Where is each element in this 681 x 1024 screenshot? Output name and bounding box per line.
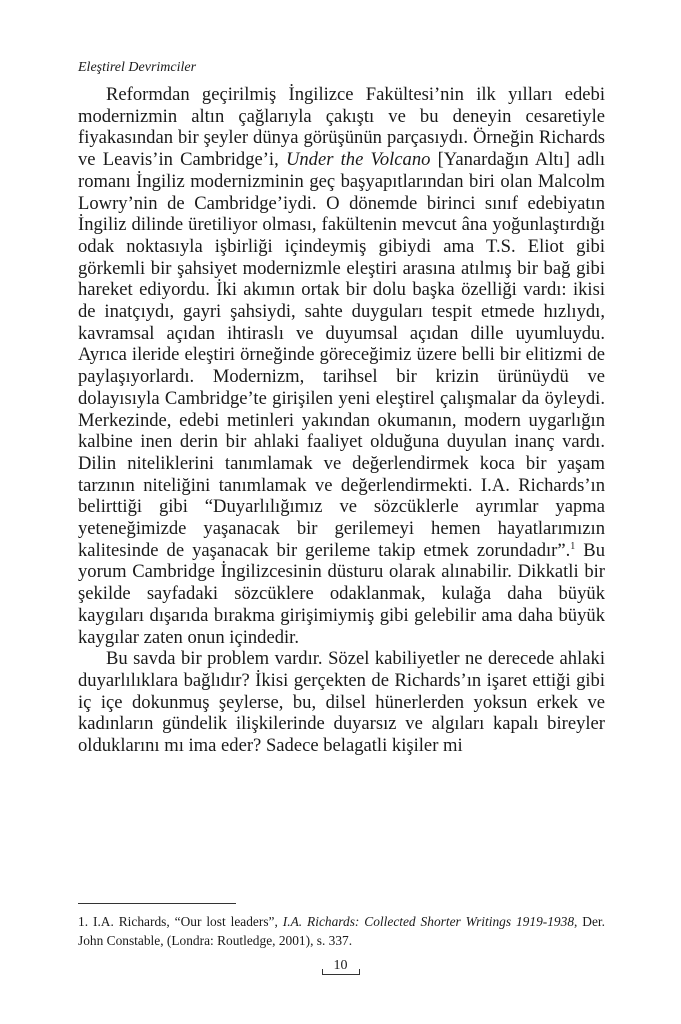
paragraph-1-part-3: Bu yorum Cambridge İngilizcesinin düsturu olarak alınabilir. Dikkatli bir şekilde sayfadaki sözcüklere odaklanmak, kulağa daha büyük kaygıları dışarıda bırakma girişimiymiş gibi gelebilir ama daha büyük kaygılar zaten onun içindedir. <box>78 539 605 648</box>
footnote <box>78 912 605 950</box>
footnote-text-1: I.A. Richards, “Our lost leaders”, <box>88 914 283 929</box>
footnote-number: 1. <box>78 914 89 929</box>
book-title: Under the Volcano <box>285 149 431 171</box>
footnote-title: I.A. Richards: Collected Shorter Writings 1919-1938 <box>282 914 575 929</box>
paragraph-2: Bu savda bir problem vardır. Sözel kabiliyetler ne derecede ahlaki duyarlılıklara bağlıdır? İkisi gerçekten de Richards’ın işaret ettiği gibi iç içe dokunmuş şeylerse, bu, dilsel hünerlerden yoksun erkek ve kadınların gündelik ilişkilerinde duyarsız ve algıları kapalı bireyler olduklarını mı ima eder? Sadece belagatli kişiler mi <box>78 648 605 757</box>
footnote-divider <box>78 903 236 904</box>
paragraph-1-part-2: [Yanardağın Altı] adlı romanı İngiliz modernizminin geç başyapıtlarından biri olan Malcolm Lowry’nin de Cambridge’iydi. O dönemde birinci sınıf edebiyatın İngiliz dilinde üretiliyor olması, fakültenin mevcut âna yoğunlaştırdığı odak noktasıyla işbirliği içindeymiş gibiydi ama T.S. Eliot gibi görkemli bir şahsiyet modernizmle eleştiri arasına atılmış bir bağ gibi hareket ediyordu. İki akımın ortak bir dolu başka özelliği vardı: ikisi de inatçıydı, gayri şahsiydi, sahte duyguları tespit etmede hızlıydı, kavramsal açıdan ihtiraslı ve duyumsal açıdan dille uyumluydu. Ayrıca ileride eleştiri örneğinde göreceğimiz üzere belli bir elitizmi de paylaşıyorlardı. Modernizm, tarihsel bir krizin ürünüydü ve dolayısıyla Cambridge’te girişilen yeni eleştirel çalışmalar da öyleydi. Merkezinde, edebi metinleri yakından okumanın, modern uygarlığın kalbine inen derin bir ahlaki faaliyet olduğuna duyulan inanç vardı. Dilin niteliklerini tanımlamak ve değerlendirmek koca bir yaşam tarzının niteliğini tanımlamak ve değerlendirmekti. I.A. Richards’ın belirttiği gibi “Duyarlılığımız ve sözcüklerle ayrımlar yapma yeteneğimizde yaşanacak bir gerilemeyi hemen hayatlarımızın kalitesinde de yaşanacak bir gerileme takip etmek zorundadır”. <box>78 149 605 561</box>
running-header: Eleştirel Devrimciler <box>78 60 197 75</box>
footnote-reference[interactable]: 1 <box>570 540 576 552</box>
page-content <box>78 58 605 757</box>
footnote-text-2: , Der. John Constable, (Londra: Routledge, 2001), s. 337. <box>78 914 605 948</box>
paragraph-1-part-1: Reformdan geçirilmiş İngilizce Fakültesi’nin ilk yılları edebi modernizmin altın çağlarıyla çakıştı ve bu deneyin cesaretiyle fiyakasından bir şeyler dünya görüşünün parçasıydı. Örneğin Richards ve Leavis’in Cambridge’i, <box>78 84 605 171</box>
page-number <box>0 958 681 975</box>
page-number-label: 10 <box>322 958 360 975</box>
paragraph-1 <box>78 84 605 648</box>
